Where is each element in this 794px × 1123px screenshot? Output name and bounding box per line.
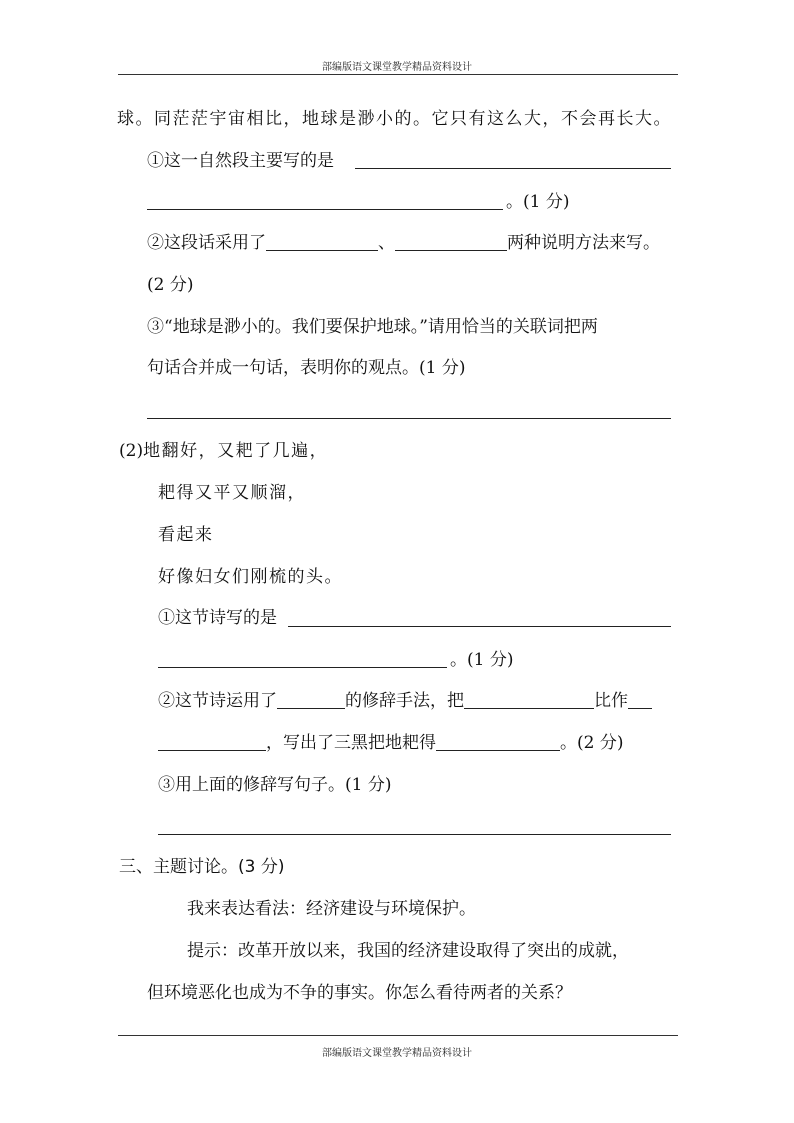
s1-q1-prompt: ①这一自然段主要写的是 xyxy=(147,151,334,171)
s2-q2-text-c: 比作 xyxy=(594,691,628,711)
footer-rule xyxy=(118,1035,678,1036)
s2-q1-prompt: ①这节诗写的是 xyxy=(158,608,277,628)
s3-hint-1: 提示：改革开放以来，我国的经济建设取得了突出的成就， xyxy=(187,941,629,961)
s2-q2-score: 。(2 分) xyxy=(560,733,624,753)
s2-q2-blank-1[interactable] xyxy=(277,691,345,709)
s2-poem-line-1 xyxy=(119,440,328,462)
s2-poem-line-2: 耙得又平又顺溜， xyxy=(158,483,306,503)
s2-q2-blank-2[interactable] xyxy=(464,691,594,709)
s2-poem-line-4: 好像妇女们刚梳的头。 xyxy=(158,567,343,587)
s2-q2-text-d: ，写出了三黑把地耙得 xyxy=(266,733,436,753)
passage-end: 球。同茫茫宇宙相比，地球是渺小的。它只有这么大，不会再长大。 xyxy=(117,109,672,129)
s1-q2-text-a: ②这段话采用了 xyxy=(147,233,266,253)
s1-q3-prompt-2: 句话合并成一句话，表明你的观点。(1 分) xyxy=(147,358,466,378)
s2-q2-prompt xyxy=(158,690,652,712)
s1-q3-answer-line[interactable] xyxy=(147,418,671,419)
s3-heading: 三、主题讨论。(3 分) xyxy=(119,857,285,877)
header-rule xyxy=(118,74,678,75)
s2-q3-prompt: ③用上面的修辞写句子。(1 分) xyxy=(158,775,392,795)
s2-q2-blank-3b[interactable] xyxy=(158,733,266,751)
s2-q1-score: 。(1 分) xyxy=(450,650,514,670)
s2-label: (2) xyxy=(119,441,144,461)
s2-q2-cont xyxy=(158,732,623,754)
s3-hint-2: 但环境恶化也成为不争的事实。你怎么看待两者的关系？ xyxy=(147,983,572,1003)
s2-q2-text-a: ②这节诗运用了 xyxy=(158,691,277,711)
s1-q2-blank-2[interactable] xyxy=(395,233,507,251)
s2-q1-answer-line-2[interactable] xyxy=(158,667,447,668)
s2-q1-answer-line-1[interactable] xyxy=(288,626,671,627)
s1-q1-answer-line-1[interactable] xyxy=(355,168,671,169)
s2-q2-blank-4[interactable] xyxy=(436,733,560,751)
s2-q2-text-b: 的修辞手法，把 xyxy=(345,691,464,711)
s2-q3-answer-line[interactable] xyxy=(158,834,671,835)
s1-q3-prompt-1: ③“地球是渺小的。我们要保护地球。”请用恰当的关联词把两 xyxy=(147,317,598,337)
s2-poem-text-1: 地翻好，又耙了几遍， xyxy=(143,441,329,461)
page-header: 部编版语文课堂教学精品资料设计 xyxy=(322,62,472,73)
s2-q2-blank-3a[interactable] xyxy=(628,691,652,709)
s1-q1-answer-line-2[interactable] xyxy=(147,209,503,210)
page-footer: 部编版语文课堂教学精品资料设计 xyxy=(322,1048,472,1059)
s3-topic: 我来表达看法：经济建设与环境保护。 xyxy=(187,899,476,919)
s2-poem-line-3: 看起来 xyxy=(158,525,214,545)
s1-q2-blank-1[interactable] xyxy=(266,233,378,251)
s1-q2-prompt xyxy=(147,232,660,254)
s1-q2-sep: 、 xyxy=(378,233,395,253)
s1-q2-text-b: 两种说明方法来写。 xyxy=(507,233,660,253)
s1-q2-score: (2 分) xyxy=(147,275,194,295)
s1-q1-score: 。(1 分) xyxy=(506,192,570,212)
